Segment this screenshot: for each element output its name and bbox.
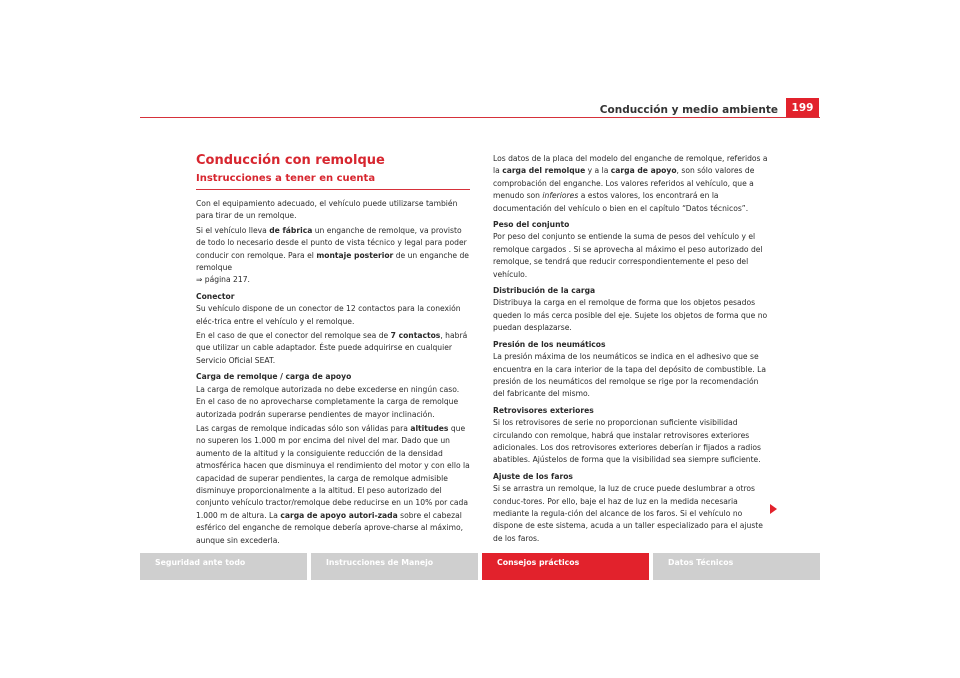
tab-consejos[interactable]: Consejos prácticos [482,553,649,580]
text-run: Los datos de la placa del modelo del enganche de remolque, referidos a la [493,154,768,176]
tab-datos[interactable]: Datos Técnicos [653,553,820,580]
text-run: En el caso de que el conector del remolque sea de [196,331,391,341]
text-run: que no superen los 1.000 m por encima del nivel del mar. Dado que un aumento de la altitud y la consiguiente reducción de la densidad atmosférica hacen que disminuya el rendimiento del motor y con ello la capacidad de superar pendientes, la carga de remolque admisible disminuye proporcionalmente a la altitud. El peso autorizado del conjunto vehículo tractor/remolque debe reducirse en un 10% por cada 1.000 m de altura. La [196,423,470,520]
intro-paragraph: Con el equipamiento adecuado, el vehículo puede utilizarse también para tirar de un remolque. [196,199,458,221]
subheading-faros: Ajuste de los faros [493,471,573,481]
text-run: , habrá que utilizar un cable adaptador. Éste puede adquirirse en cualquier Servicio Oficial SEAT. [196,331,468,365]
tyre-pressure-paragraph: La presión máxima de los neumáticos se indica en el adhesivo que se encuentra en la cara interior de la tapa del depósito de combustible. La presión de los neumáticos del remolque se rige por la recomendación del fabricante del mismo. [493,352,766,399]
running-header-title: Conducción y medio ambiente [599,104,778,116]
subheading-retrovisores: Retrovisores exteriores [493,405,594,415]
triangle-right-icon[interactable] [770,504,777,514]
load-distribution-paragraph: Distribuya la carga en el remolque de forma que los objetos pesados queden lo más cerca posible del eje. Sujete los objetos de forma que no puedan desplazarse. [493,298,768,333]
section-title: Instrucciones a tener en cuenta [196,172,470,190]
left-column [196,153,470,549]
trailer-load-paragraph: La carga de remolque autorizada no debe excederse en ningún caso. En el caso de no aprovecharse completamente la carga de remolque autorizada podrán superarse pendientes de mayor inclinación. [196,384,460,419]
emphasis-text: de fábrica [269,225,313,235]
altitude-paragraph [196,423,470,547]
adapter-paragraph [196,330,470,367]
text-run: Las cargas de remolque indicadas sólo son válidas para [196,423,411,433]
connector-paragraph: Su vehículo dispone de un conector de 12 contactos para la conexión eléc-trica entre el vehículo y el remolque. [196,304,461,326]
chapter-title: Conducción con remolque [196,153,385,168]
text-run: de un enganche de remolque [196,250,469,273]
subheading-carga: Carga de remolque / carga de apoyo [196,372,352,382]
subheading-distribucion: Distribución de la carga [493,286,596,296]
page-number: 199 [786,98,819,118]
text-run: sobre el cabezal esférico del enganche de remolque debería aprove-charse al máximo, aunque sin excederla. [196,510,464,545]
italic-text: inferiores [542,191,579,201]
text-run: a estos valores, los encontrará en la documentación del vehículo o bien en el capítulo “Datos técnicos”. [493,191,749,213]
emphasis-text: carga de apoyo autori-zada [280,510,398,520]
tab-instrucciones[interactable]: Instrucciones de Manejo [311,553,478,580]
footer-navigation [140,553,820,580]
emphasis-text: carga de apoyo [610,166,677,176]
emphasis-text: montaje posterior [316,250,394,260]
factory-hitch-paragraph [196,225,470,287]
header-divider [140,117,820,118]
emphasis-text: carga del remolque [502,166,586,176]
subheading-peso: Peso del conjunto [493,220,570,230]
text-run: un enganche de remolque, va provisto de todo lo necesario desde el punto de vista técnico y legal para poder conducir con remolque. Para el [196,225,467,260]
right-column [493,153,771,547]
subheading-conector: Conector [196,291,235,301]
text-run: y a la [585,166,611,176]
total-weight-paragraph: Por peso del conjunto se entiende la suma de pesos del vehículo y el remolque cargados . Si se aprovecha al máximo el peso autorizado del remolque, se tendrá que reducir correspondientemente el peso del vehículo. [493,232,763,279]
text-run: Si el vehículo lleva [196,225,270,235]
headlights-paragraph: Si se arrastra un remolque, la luz de cruce puede deslumbrar a otros conduc-tores. Por ello, baje el haz de luz en la medida necesaria mediante la regula-ción del alcance de los faros. Si el vehículo no dispone de este sistema, acuda a un taller especializado para el ajuste de los faros. [493,484,763,543]
emphasis-text: 7 contactos [390,331,441,341]
text-run: , son sólo valores de comprobación del enganche. Los valores referidos al vehículo, que a menudo son [493,166,755,201]
subheading-presion: Presión de los neumáticos [493,339,606,349]
page-reference-link[interactable]: ⇒ página 217. [196,275,250,285]
emphasis-text: altitudes [410,423,449,433]
plate-data-paragraph [493,153,771,215]
mirrors-paragraph: Si los retrovisores de serie no proporcionan suficiente visibilidad circulando con remolque, habrá que instalar retrovisores exteriores adicionales. Los dos retrovisores exteriores deberían ir fijados a radios abatibles. Ajústelos de forma que la visibilidad sea siempre suficiente. [493,418,761,465]
tab-seguridad[interactable]: Seguridad ante todo [140,553,307,580]
